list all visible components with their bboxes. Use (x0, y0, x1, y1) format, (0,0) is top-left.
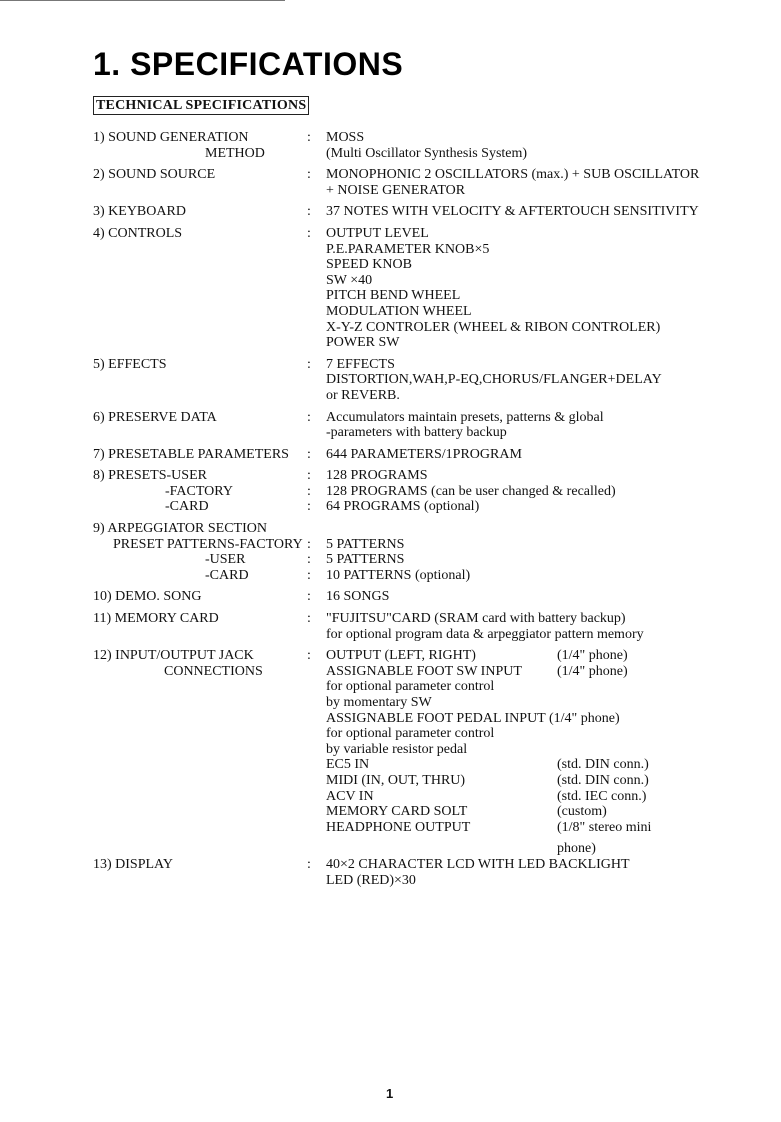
spec-colon: : (307, 856, 311, 872)
spec-row (93, 447, 733, 463)
spec-row (93, 552, 733, 568)
spec-row (93, 320, 733, 336)
spec-colon: : (307, 225, 311, 241)
spec-extra: (custom) (557, 804, 607, 820)
spec-label: METHOD (205, 145, 265, 161)
spec-value: EC5 IN (326, 757, 370, 773)
spec-value: 7 EFFECTS (326, 356, 395, 372)
spec-value: or REVERB. (326, 387, 400, 403)
spec-row (93, 468, 733, 484)
spec-row (93, 857, 733, 873)
spec-value: MODULATION WHEEL (326, 303, 472, 319)
spec-colon: : (307, 552, 311, 568)
spec-colon: : (307, 468, 311, 484)
spec-colon: : (307, 167, 311, 183)
top-rule (0, 0, 285, 1)
spec-row (93, 679, 733, 695)
spec-row (93, 146, 733, 162)
spec-value: 37 NOTES WITH VELOCITY & AFTERTOUCH SENSITIVITY (326, 204, 699, 220)
spec-row (93, 304, 733, 320)
spec-value: ASSIGNABLE FOOT SW INPUT (326, 663, 522, 679)
spec-extra: (std. DIN conn.) (557, 772, 649, 788)
spec-row (93, 388, 733, 404)
spec-extra: (1/4" phone) (557, 648, 628, 664)
spec-row (93, 537, 733, 553)
spec-extra: phone) (557, 841, 596, 857)
spec-row (93, 521, 733, 537)
spec-row (93, 695, 733, 711)
spec-value: -parameters with battery backup (326, 425, 507, 441)
spec-value: by momentary SW (326, 695, 432, 710)
spec-value: for optional program data & arpeggiator pattern memory (326, 626, 644, 642)
spec-row (93, 664, 733, 680)
spec-row (93, 425, 733, 441)
spec-row (93, 130, 733, 146)
spec-value: for optional parameter control (326, 726, 495, 742)
spec-label: 9) ARPEGGIATOR SECTION (93, 521, 267, 537)
spec-value: 5 PATTERNS (326, 552, 405, 568)
spec-row (93, 873, 733, 889)
spec-label: 13) DISPLAY (93, 856, 173, 872)
spec-value: Accumulators maintain presets, patterns & global (326, 409, 604, 425)
spec-label: -USER (205, 552, 246, 568)
page-number: 1 (386, 1086, 394, 1101)
spec-colon: : (307, 409, 311, 425)
spec-row (93, 357, 733, 373)
spec-extra: (1/4" phone) (557, 663, 628, 679)
spec-row (93, 335, 733, 351)
spec-row (93, 288, 733, 304)
spec-value: "FUJITSU"CARD (SRAM card with battery backup) (326, 611, 626, 627)
spec-value: OUTPUT (LEFT, RIGHT) (326, 648, 476, 664)
spec-label: -FACTORY (165, 483, 233, 499)
spec-row (93, 183, 733, 199)
spec-value: 16 SONGS (326, 589, 390, 605)
spec-label: 1) SOUND GENERATION (93, 130, 249, 145)
spec-colon: : (307, 536, 311, 552)
spec-label: PRESET PATTERNS-FACTORY (113, 536, 303, 552)
spec-row (93, 648, 733, 664)
spec-label: 6) PRESERVE DATA (93, 409, 217, 425)
spec-row (93, 820, 733, 836)
spec-row (93, 273, 733, 289)
spec-value: OUTPUT LEVEL (326, 225, 429, 241)
spec-value: POWER SW (326, 335, 400, 351)
spec-value: 644 PARAMETERS/1PROGRAM (326, 446, 522, 462)
spec-label: 10) DEMO. SONG (93, 589, 202, 605)
spec-row (93, 627, 733, 643)
spec-row (93, 773, 733, 789)
spec-label: 11) MEMORY CARD (93, 611, 219, 627)
spec-value: P.E.PARAMETER KNOB×5 (326, 241, 490, 257)
spec-value: PITCH BEND WHEEL (326, 288, 461, 304)
spec-value: SPEED KNOB (326, 257, 412, 273)
spec-value: (Multi Oscillator Synthesis System) (326, 145, 528, 161)
spec-row (93, 410, 733, 426)
page-title: 1. SPECIFICATIONS (93, 46, 404, 82)
spec-label: 3) KEYBOARD (93, 204, 186, 220)
spec-value: DISTORTION,WAH,P-EQ,CHORUS/FLANGER+DELAY (326, 372, 662, 388)
spec-row (93, 484, 733, 500)
spec-row (93, 242, 733, 258)
spec-row (93, 568, 733, 584)
spec-value: MOSS (326, 130, 365, 145)
spec-label: 12) INPUT/OUTPUT JACK (93, 648, 254, 664)
spec-colon: : (307, 130, 311, 145)
spec-colon: : (307, 567, 311, 583)
spec-value: LED (RED)×30 (326, 872, 416, 888)
spec-value: 10 PATTERNS (optional) (326, 567, 471, 583)
spec-row (93, 167, 733, 183)
spec-colon: : (307, 648, 311, 664)
spec-row (93, 499, 733, 515)
spec-value: ASSIGNABLE FOOT PEDAL INPUT (1/4" phone) (326, 710, 620, 726)
spec-list (93, 130, 733, 888)
spec-label: 4) CONTROLS (93, 225, 183, 241)
spec-extra: (std. IEC conn.) (557, 788, 647, 804)
spec-colon: : (307, 499, 311, 515)
spec-row (93, 226, 733, 242)
spec-value: 128 PROGRAMS (326, 468, 428, 484)
spec-row (93, 742, 733, 758)
spec-row (93, 804, 733, 820)
spec-extra: (std. DIN conn.) (557, 757, 649, 773)
spec-row (93, 757, 733, 773)
spec-label: 8) PRESETS-USER (93, 468, 207, 484)
spec-value: MONOPHONIC 2 OSCILLATORS (max.) + SUB OSCILLATOR (326, 167, 700, 183)
spec-colon: : (307, 356, 311, 372)
spec-colon: : (307, 589, 311, 605)
spec-label: -CARD (165, 499, 209, 515)
spec-colon: : (307, 611, 311, 627)
spec-value: SW ×40 (326, 272, 373, 288)
spec-colon: : (307, 446, 311, 462)
spec-row (93, 204, 733, 220)
spec-label: CONNECTIONS (164, 663, 263, 679)
spec-label: 7) PRESETABLE PARAMETERS (93, 446, 289, 462)
spec-value: HEADPHONE OUTPUT (326, 819, 471, 835)
spec-row (93, 589, 733, 605)
spec-value: for optional parameter control (326, 679, 495, 695)
spec-value: 128 PROGRAMS (can be user changed & recalled) (326, 483, 616, 499)
spec-extra: (1/8" stereo mini (557, 819, 652, 835)
spec-row (93, 726, 733, 742)
spec-value: 5 PATTERNS (326, 536, 405, 552)
spec-row (93, 257, 733, 273)
spec-value: MIDI (IN, OUT, THRU) (326, 772, 466, 788)
spec-label: 2) SOUND SOURCE (93, 167, 216, 183)
spec-colon: : (307, 483, 311, 499)
spec-value: X-Y-Z CONTROLER (WHEEL & RIBON CONTROLER) (326, 319, 661, 335)
spec-value: + NOISE GENERATOR (326, 182, 466, 198)
spec-row (93, 611, 733, 627)
spec-colon: : (307, 204, 311, 220)
spec-label: -CARD (205, 567, 249, 583)
spec-value: MEMORY CARD SOLT (326, 804, 468, 820)
spec-label: 5) EFFECTS (93, 356, 167, 372)
spec-row (93, 841, 733, 857)
spec-row (93, 372, 733, 388)
section-heading: TECHNICAL SPECIFICATIONS (93, 96, 309, 115)
spec-value: by variable resistor pedal (326, 741, 468, 757)
spec-value: 64 PROGRAMS (optional) (326, 499, 480, 515)
spec-value: ACV IN (326, 788, 374, 804)
spec-row (93, 711, 733, 727)
spec-row (93, 789, 733, 805)
spec-value: 40×2 CHARACTER LCD WITH LED BACKLIGHT (326, 856, 630, 872)
